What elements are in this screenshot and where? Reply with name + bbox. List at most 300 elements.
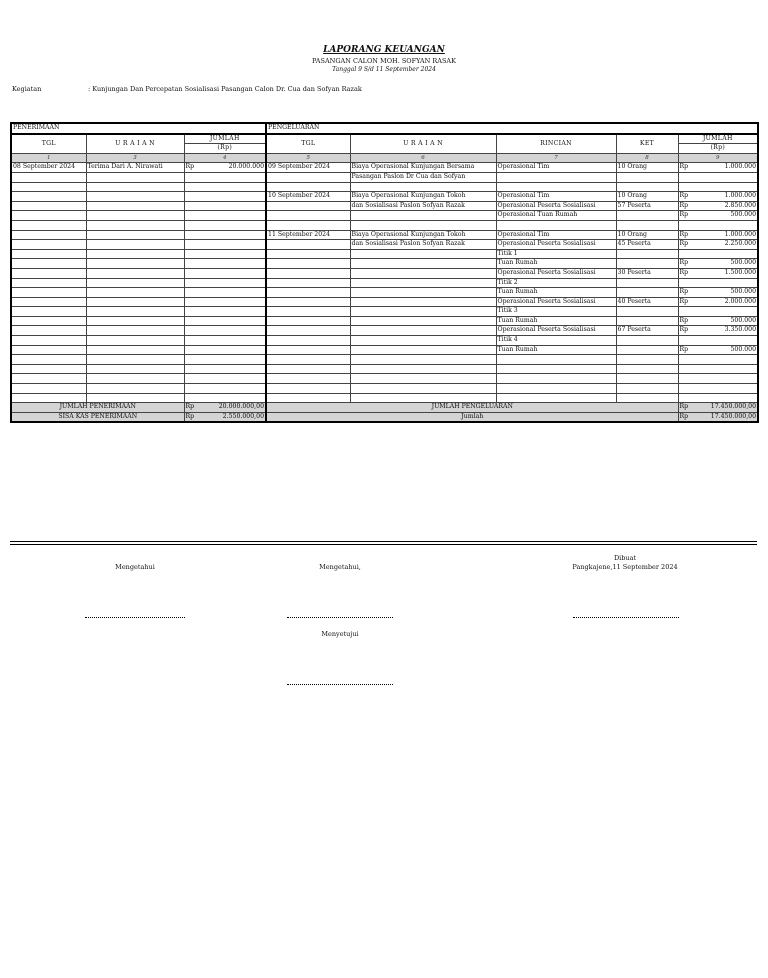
uraian-cell	[86, 220, 184, 230]
tgl-cell	[11, 307, 86, 317]
currency: Rp	[679, 297, 689, 305]
jumlah-cell	[184, 364, 266, 374]
rincian-cell	[496, 355, 616, 365]
uraian-cell	[86, 278, 184, 288]
divider-line	[10, 544, 757, 545]
jumlah-pengeluaran-cell	[678, 393, 758, 403]
pengeluaran-label: PENGELUARAN	[266, 123, 758, 134]
rincian-cell	[496, 374, 616, 384]
uraian-pengeluaran-cell	[350, 345, 496, 355]
footer-row-2	[11, 412, 758, 422]
col-number: 3	[86, 153, 184, 163]
signature-line-left	[85, 617, 185, 618]
rincian-cell: Operasional Peserta Sosialisasi	[496, 326, 616, 336]
currency: Rp	[185, 412, 195, 420]
table-row	[11, 345, 758, 355]
header-tgl-2: TGL	[266, 134, 350, 154]
uraian-pengeluaran-cell	[350, 326, 496, 336]
header-rp: (Rp)	[184, 144, 266, 154]
jumlah-cell	[184, 220, 266, 230]
rincian-cell: Operasional Peserta Sosialisasi	[496, 240, 616, 250]
amount-value: 500.000	[730, 316, 757, 324]
jumlah-cell	[184, 384, 266, 394]
ket-cell	[616, 259, 678, 269]
table-row	[11, 182, 758, 192]
signature-line-right	[573, 617, 679, 618]
jumlah-cell	[184, 249, 266, 259]
jumlah-pengeluaran-cell	[678, 163, 758, 173]
jumlah-cell	[184, 355, 266, 365]
jumlah-pengeluaran-cell	[678, 326, 758, 336]
signature-right-top: Dibuat	[613, 554, 637, 562]
rincian-cell: Titik 1	[496, 249, 616, 259]
jumlah-cell	[184, 326, 266, 336]
uraian-cell	[86, 172, 184, 182]
ket-cell	[616, 220, 678, 230]
rincian-cell: Tuan Rumah	[496, 316, 616, 326]
jumlah-pengeluaran-cell	[678, 172, 758, 182]
jumlah-cell	[184, 259, 266, 269]
table-row	[11, 220, 758, 230]
header-tgl: TGL	[11, 134, 86, 154]
tgl-cell	[11, 393, 86, 403]
jumlah-pengeluaran-cell	[678, 355, 758, 365]
amount-value: 1.000.000	[724, 230, 757, 238]
amount-value: 2.850.000	[724, 201, 757, 209]
ket-cell	[616, 182, 678, 192]
uraian-pengeluaran-cell	[350, 393, 496, 403]
tgl-cell	[11, 384, 86, 394]
tgl-pengeluaran-cell	[266, 211, 350, 221]
rincian-cell	[496, 220, 616, 230]
uraian-cell	[86, 326, 184, 336]
amount-value: 500.000	[730, 211, 757, 219]
rincian-cell: Operasional Peserta Sosialisasi	[496, 201, 616, 211]
uraian-cell	[86, 249, 184, 259]
table-row	[11, 336, 758, 346]
ket-cell	[616, 393, 678, 403]
jumlah-cell	[184, 192, 266, 202]
jumlah-penerimaan-label: JUMLAH PENERIMAAN	[11, 403, 184, 413]
jumlah-pengeluaran-cell	[678, 268, 758, 278]
rincian-cell	[496, 182, 616, 192]
table-row	[11, 288, 758, 298]
tgl-cell	[11, 288, 86, 298]
table-row	[11, 307, 758, 317]
uraian-pengeluaran-cell	[350, 220, 496, 230]
jumlah-cell	[184, 374, 266, 384]
jumlah-cell	[184, 278, 266, 288]
rincian-cell: Operasional Tim	[496, 230, 616, 240]
table-row	[11, 355, 758, 365]
tgl-cell	[11, 297, 86, 307]
tgl-cell	[11, 182, 86, 192]
tgl-cell	[11, 345, 86, 355]
tgl-pengeluaran-cell	[266, 355, 350, 365]
tgl-pengeluaran-cell	[266, 182, 350, 192]
rincian-cell: Titik 3	[496, 307, 616, 317]
currency: Rp	[679, 240, 689, 248]
jumlah-cell	[184, 336, 266, 346]
table-row	[11, 172, 758, 182]
jumlah-pengeluaran-cell	[678, 259, 758, 269]
tgl-cell	[11, 355, 86, 365]
tgl-cell	[11, 220, 86, 230]
uraian-cell	[86, 336, 184, 346]
jumlah-pengeluaran-cell	[678, 201, 758, 211]
jumlah-penerimaan-amount	[184, 403, 266, 413]
uraian-cell	[86, 364, 184, 374]
uraian-pengeluaran-cell	[350, 307, 496, 317]
uraian-cell	[86, 355, 184, 365]
amount-value: 2.000.000	[724, 297, 757, 305]
tgl-pengeluaran-cell	[266, 364, 350, 374]
ket-cell	[616, 355, 678, 365]
col-number: 9	[678, 153, 758, 163]
jumlah-cell	[184, 316, 266, 326]
uraian-pengeluaran-cell	[350, 268, 496, 278]
jumlah-pengeluaran-amount	[678, 403, 758, 413]
rincian-cell	[496, 393, 616, 403]
jumlah-pengeluaran-cell	[678, 220, 758, 230]
uraian-pengeluaran-cell	[350, 259, 496, 269]
ket-cell	[616, 288, 678, 298]
tgl-pengeluaran-cell	[266, 172, 350, 182]
tgl-pengeluaran-cell: 10 September 2024	[266, 192, 350, 202]
tgl-pengeluaran-cell	[266, 384, 350, 394]
tgl-pengeluaran-cell: 11 September 2024	[266, 230, 350, 240]
tgl-pengeluaran-cell: 09 September 2024	[266, 163, 350, 173]
rincian-cell: Tuan Rumah	[496, 288, 616, 298]
uraian-cell	[86, 307, 184, 317]
rincian-cell: Operasional Peserta Sosialisasi	[496, 297, 616, 307]
tgl-pengeluaran-cell	[266, 316, 350, 326]
tgl-pengeluaran-cell	[266, 249, 350, 259]
jumlah-cell	[184, 345, 266, 355]
rincian-cell	[496, 364, 616, 374]
uraian-cell	[86, 259, 184, 269]
penerimaan-label: PENERIMAAN	[11, 123, 266, 134]
ket-cell: 40 Peserta	[616, 297, 678, 307]
rincian-cell: Tuan Rumah	[496, 259, 616, 269]
jumlah-pengeluaran-cell	[678, 249, 758, 259]
rincian-cell: Operasional Peserta Sosialisasi	[496, 268, 616, 278]
jumlah-cell	[184, 307, 266, 317]
jumlah-cell	[184, 240, 266, 250]
header-jumlah: JUMLAH	[184, 134, 266, 144]
tgl-cell	[11, 374, 86, 384]
tgl-cell	[11, 201, 86, 211]
uraian-cell	[86, 288, 184, 298]
table-row	[11, 384, 758, 394]
jumlah-penerimaan-value: 20.000.000,00	[218, 403, 265, 411]
uraian-cell	[86, 374, 184, 384]
header-rp-2: (Rp)	[678, 144, 758, 154]
ket-cell: 30 Peserta	[616, 268, 678, 278]
tgl-cell	[11, 364, 86, 374]
uraian-pengeluaran-cell	[350, 374, 496, 384]
signature-right-place-date: Pangkajene,11 September 2024	[572, 563, 678, 571]
section-header-row	[11, 123, 758, 134]
report-subtitle: PASANGAN CALON MOH. SOFYAN RASAK	[312, 57, 456, 65]
uraian-pengeluaran-cell	[350, 249, 496, 259]
ket-cell	[616, 364, 678, 374]
amount-value: 500.000	[730, 345, 757, 353]
jumlah-pengeluaran-cell	[678, 230, 758, 240]
divider-line	[10, 541, 757, 542]
tgl-pengeluaran-cell	[266, 336, 350, 346]
col-number: 6	[350, 153, 496, 163]
jumlah-pengeluaran-cell	[678, 374, 758, 384]
tgl-cell	[11, 240, 86, 250]
jumlah-pengeluaran-cell	[678, 182, 758, 192]
jumlah-cell	[184, 230, 266, 240]
tgl-cell	[11, 230, 86, 240]
sisa-kas-amount	[184, 412, 266, 422]
ket-cell	[616, 211, 678, 221]
amount-value: 3.350.000	[724, 326, 757, 334]
tgl-pengeluaran-cell	[266, 259, 350, 269]
currency: Rp	[679, 345, 689, 353]
table-row	[11, 393, 758, 403]
jumlah-label: Jumlah	[266, 412, 678, 422]
ket-cell: 45 Peserta	[616, 240, 678, 250]
financial-report-table	[10, 122, 759, 423]
currency: Rp	[679, 316, 689, 324]
table-row	[11, 326, 758, 336]
uraian-pengeluaran-cell: Pasangan Paslon Dr Cua dan Sofyan	[350, 172, 496, 182]
header-jumlah-2: JUMLAH	[678, 134, 758, 144]
ket-cell	[616, 249, 678, 259]
uraian-pengeluaran-cell: Biaya Operasional Kunjungan Bersama	[350, 163, 496, 173]
currency: Rp	[185, 163, 195, 171]
ket-cell	[616, 336, 678, 346]
jumlah-cell	[184, 288, 266, 298]
uraian-cell	[86, 268, 184, 278]
jumlah-cell	[184, 268, 266, 278]
uraian-pengeluaran-cell: dan Sosialisasi Paslon Sofyan Razak	[350, 240, 496, 250]
table-row	[11, 192, 758, 202]
report-date-range: Tanggal 9 S/d 11 September 2024	[332, 66, 436, 73]
rincian-cell	[496, 384, 616, 394]
uraian-pengeluaran-cell	[350, 364, 496, 374]
uraian-cell	[86, 211, 184, 221]
uraian-pengeluaran-cell	[350, 355, 496, 365]
jumlah-pengeluaran-cell	[678, 278, 758, 288]
amount-value: 1.500.000	[724, 268, 757, 276]
rincian-cell: Titik 4	[496, 336, 616, 346]
ket-cell	[616, 172, 678, 182]
uraian-pengeluaran-cell: dan Sosialisasi Paslon Sofyan Razak	[350, 201, 496, 211]
ket-cell: 57 Peserta	[616, 201, 678, 211]
ket-cell	[616, 307, 678, 317]
table-row	[11, 316, 758, 326]
uraian-cell	[86, 192, 184, 202]
amount-value: 500.000	[730, 259, 757, 267]
jumlah-pengeluaran-label: JUMLAH PENGELUARAN	[266, 403, 678, 413]
jumlah-cell	[184, 201, 266, 211]
jumlah-cell	[184, 393, 266, 403]
amount-value: 1.000.000	[724, 192, 757, 200]
ket-cell	[616, 384, 678, 394]
uraian-cell: Terima Dari A. Nirawati	[86, 163, 184, 173]
uraian-cell	[86, 297, 184, 307]
uraian-cell	[86, 182, 184, 192]
report-title: LAPORANG KEUANGAN	[323, 45, 445, 55]
uraian-pengeluaran-cell	[350, 288, 496, 298]
footer-row-1	[11, 403, 758, 413]
tgl-pengeluaran-cell	[266, 220, 350, 230]
signature-left-label: Mengetahui	[115, 563, 155, 571]
signature-line-approve	[287, 684, 393, 685]
uraian-pengeluaran-cell	[350, 316, 496, 326]
ket-cell: 10 Orang	[616, 230, 678, 240]
jumlah-pengeluaran-cell	[678, 192, 758, 202]
amount-value: 500.000	[730, 288, 757, 296]
jumlah-pengeluaran-cell	[678, 288, 758, 298]
uraian-cell	[86, 393, 184, 403]
col-number: 4	[184, 153, 266, 163]
kegiatan-value: : Kunjungan Dan Percepatan Sosialisasi Pasangan Calon Dr. Cua dan Sofyan Razak	[88, 85, 362, 93]
ket-cell: 67 Peserta	[616, 326, 678, 336]
rincian-cell: Operasional Tim	[496, 163, 616, 173]
rincian-cell: Titik 2	[496, 278, 616, 288]
tgl-pengeluaran-cell	[266, 240, 350, 250]
uraian-pengeluaran-cell	[350, 211, 496, 221]
currency: Rp	[679, 163, 689, 171]
tgl-pengeluaran-cell	[266, 297, 350, 307]
tgl-pengeluaran-cell	[266, 374, 350, 384]
tgl-pengeluaran-cell	[266, 201, 350, 211]
jumlah-cell	[184, 297, 266, 307]
uraian-pengeluaran-cell: Biaya Operasional Kunjungan Tokoh	[350, 192, 496, 202]
uraian-cell	[86, 230, 184, 240]
tgl-pengeluaran-cell	[266, 288, 350, 298]
uraian-pengeluaran-cell	[350, 278, 496, 288]
currency: Rp	[679, 268, 689, 276]
tgl-cell	[11, 192, 86, 202]
ket-cell	[616, 278, 678, 288]
rincian-cell: Operasional Tim	[496, 192, 616, 202]
tgl-pengeluaran-cell	[266, 326, 350, 336]
table-row	[11, 278, 758, 288]
column-number-row	[11, 153, 758, 163]
currency: Rp	[679, 211, 689, 219]
currency: Rp	[679, 192, 689, 200]
signature-approve-label: Menyetujui	[321, 630, 359, 638]
uraian-pengeluaran-cell	[350, 336, 496, 346]
amount-value: 20.000.000	[228, 163, 265, 171]
jumlah-cell	[184, 163, 266, 173]
ket-cell	[616, 345, 678, 355]
uraian-cell	[86, 384, 184, 394]
jumlah-pengeluaran-cell	[678, 336, 758, 346]
header-uraian-2: U R A I A N	[350, 134, 496, 154]
tgl-pengeluaran-cell	[266, 345, 350, 355]
uraian-cell	[86, 240, 184, 250]
signature-middle-label: Mengetahui,	[319, 563, 361, 571]
uraian-pengeluaran-cell: Biaya Operasional Kunjungan Tokoh	[350, 230, 496, 240]
tgl-cell	[11, 278, 86, 288]
currency: Rp	[679, 230, 689, 238]
uraian-pengeluaran-cell	[350, 297, 496, 307]
table-row	[11, 268, 758, 278]
tgl-cell	[11, 259, 86, 269]
sisa-kas-value: 2.550.000,00	[222, 412, 265, 420]
ket-cell	[616, 316, 678, 326]
rincian-cell	[496, 172, 616, 182]
uraian-cell	[86, 316, 184, 326]
tgl-pengeluaran-cell	[266, 268, 350, 278]
uraian-cell	[86, 201, 184, 211]
header-rincian: RINCIAN	[496, 134, 616, 154]
jumlah-pengeluaran-cell	[678, 316, 758, 326]
tgl-cell	[11, 211, 86, 221]
table-row	[11, 201, 758, 211]
currency: Rp	[185, 403, 195, 411]
uraian-pengeluaran-cell	[350, 182, 496, 192]
tgl-cell	[11, 249, 86, 259]
ket-cell	[616, 374, 678, 384]
column-header-row	[11, 134, 758, 144]
tgl-cell	[11, 326, 86, 336]
jumlah-cell	[184, 211, 266, 221]
col-number: 7	[496, 153, 616, 163]
currency: Rp	[679, 412, 689, 420]
jumlah-pengeluaran-cell	[678, 297, 758, 307]
jumlah-pengeluaran-cell	[678, 364, 758, 374]
tgl-pengeluaran-cell	[266, 393, 350, 403]
jumlah-pengeluaran-cell	[678, 211, 758, 221]
jumlah-amount	[678, 412, 758, 422]
tgl-cell	[11, 172, 86, 182]
table-row	[11, 249, 758, 259]
col-number: 8	[616, 153, 678, 163]
rincian-cell: Tuan Rumah	[496, 345, 616, 355]
jumlah-pengeluaran-cell	[678, 307, 758, 317]
uraian-pengeluaran-cell	[350, 384, 496, 394]
currency: Rp	[679, 259, 689, 267]
table-row	[11, 297, 758, 307]
table-row	[11, 211, 758, 221]
col-number: 1	[11, 153, 86, 163]
jumlah-cell	[184, 172, 266, 182]
rincian-cell: Operasional Tuan Rumah	[496, 211, 616, 221]
tgl-cell	[11, 336, 86, 346]
tgl-cell	[11, 316, 86, 326]
jumlah-pengeluaran-cell	[678, 384, 758, 394]
table-row	[11, 374, 758, 384]
tgl-pengeluaran-cell	[266, 278, 350, 288]
header-uraian: U R A I A N	[86, 134, 184, 154]
jumlah-pengeluaran-value: 17.450.000,00	[710, 403, 757, 411]
ket-cell: 10 Orang	[616, 192, 678, 202]
jumlah-value: 17.450.000,00	[710, 412, 757, 420]
table-row	[11, 230, 758, 240]
table-row	[11, 240, 758, 250]
header-ket: KET	[616, 134, 678, 154]
table-row	[11, 364, 758, 374]
currency: Rp	[679, 201, 689, 209]
currency: Rp	[679, 326, 689, 334]
col-number: 5	[266, 153, 350, 163]
tgl-pengeluaran-cell	[266, 307, 350, 317]
amount-value: 2.250.000	[724, 240, 757, 248]
currency: Rp	[679, 403, 689, 411]
jumlah-cell	[184, 182, 266, 192]
tgl-cell: 08 September 2024	[11, 163, 86, 173]
uraian-cell	[86, 345, 184, 355]
